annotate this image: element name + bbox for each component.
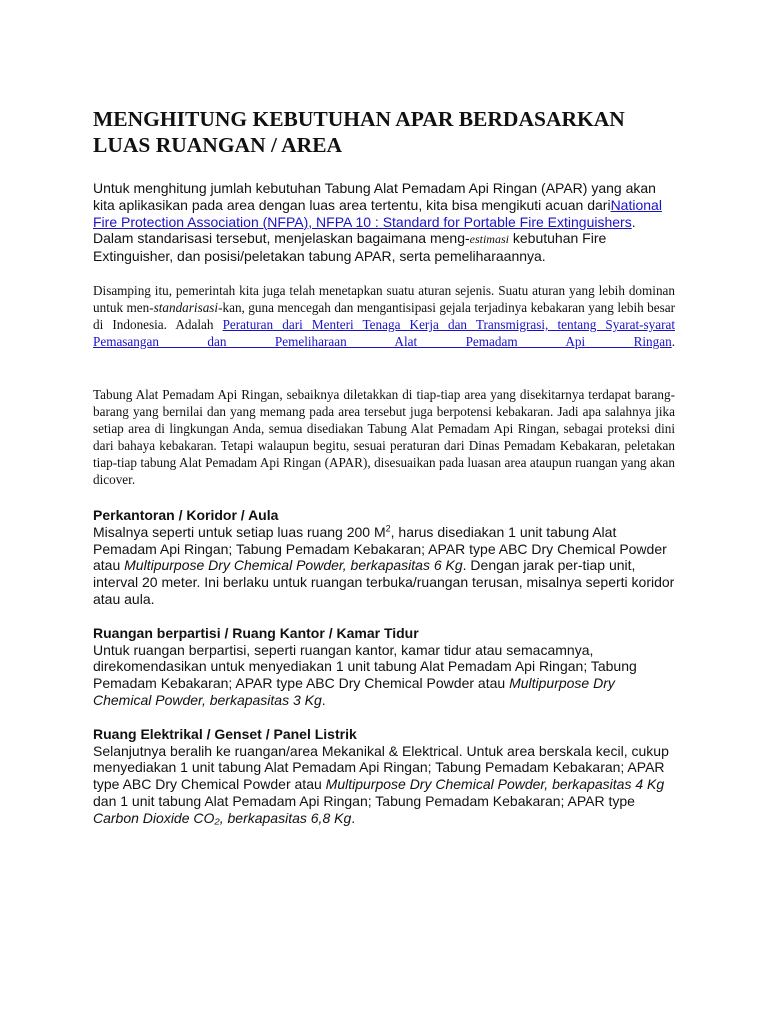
intro-paragraph bbox=[93, 180, 675, 265]
section-office bbox=[93, 507, 675, 608]
section-electrical-emphasis-1: Multipurpose Dry Chemical Powder, berkapasitas 4 Kg bbox=[325, 776, 665, 793]
regulation-paragraph bbox=[93, 282, 675, 350]
regulation-text-3: . bbox=[671, 333, 675, 349]
regulation-text-1: Disamping itu, pemerintah kita juga telah menetapkan suatu aturan sejenis. Suatu aturan yang lebih dominan untuk men- bbox=[93, 282, 675, 315]
document-title: MENGHITUNG KEBUTUHAN APAR BERDASARKAN LUAS RUANGAN / AREA bbox=[93, 107, 625, 157]
section-electrical-text bbox=[93, 743, 675, 827]
section-partition-emphasis: Multipurpose Dry Chemical Powder, berkapasitas 3 Kg bbox=[93, 675, 615, 708]
section-partition-text-1: Untuk ruangan berpartisi, seperti ruangan kantor, kamar tidur atau semacamnya, direkomendasikan untuk menyediakan 1 unit tabung Alat Pemadam Api Ringan; Tabung Pemadam Kebakaran; APAR type ABC Dry Chemical Powder atau bbox=[93, 641, 637, 692]
section-electrical bbox=[93, 726, 675, 827]
intro-text-2: . Dalam standarisasi tersebut, menjelaskan bagaimana meng- bbox=[93, 213, 636, 247]
section-partition-text bbox=[93, 642, 675, 709]
section-office-text-1: Misalnya seperti untuk setiap luas ruang 200 M bbox=[93, 523, 386, 540]
placement-paragraph: Tabung Alat Pemadam Api Ringan, sebaiknya diletakkan di tiap-tiap area yang disekitarnya terdapat barang-barang yang bernilai dan yang memang pada area tersebut juga berpotensi kebakaran. Jadi apa salahnya jika setiap area di lingkungan Anda, semua disediakan Tabung Alat Pemadam Api Ringan, sebagai proteksi dini dari bahaya kebakaran. Tetapi walaupun begitu, sesuai peraturan dari Dinas Pemadam Kebakaran, peletakan tiap-tiap tabung Alat Pemadam Api Ringan (APAR), disesuaikan pada luasan area ataupun ruangan yang akan dicover. bbox=[93, 386, 675, 487]
section-electrical-text-3: . bbox=[351, 809, 356, 826]
regulation-link[interactable]: Peraturan dari Menteri Tenaga Kerja dan Transmigrasi, tentang Syarat-syarat Pemasangan dan Pemeliharaan Alat Pemadam Api Ringan bbox=[93, 316, 675, 349]
document-page bbox=[93, 106, 675, 827]
superscript-2: 2 bbox=[385, 523, 391, 534]
section-office-text bbox=[93, 524, 675, 608]
section-electrical-emphasis-2: Carbon Dioxide CO₂, berkapasitas 6,8 Kg bbox=[93, 809, 352, 826]
section-office-text-3: . Dengan jarak per-tiap unit, interval 20 meter. Ini berlaku untuk ruangan terbuka/ruangan terusan, misalnya seperti koridor atau aula. bbox=[93, 557, 675, 607]
section-electrical-heading: Ruang Elektrikal / Genset / Panel Listrik bbox=[93, 725, 357, 742]
intro-emphasis: estimasi bbox=[469, 232, 509, 247]
section-partition-text-2: . bbox=[321, 691, 326, 708]
regulation-emphasis: standarisasi bbox=[153, 299, 219, 315]
section-electrical-text-1: Selanjutnya beralih ke ruangan/area Mekanikal & Elektrical. Untuk area berskala kecil, cukup menyediakan 1 unit tabung Alat Pemadam Api Ringan; Tabung Pemadam Kebakaran; APAR type ABC Dry Chemical Powder atau bbox=[93, 742, 669, 793]
intro-text-3: kebutuhan Fire Extinguisher, dan posisi/peletakan tabung APAR, serta pemeliharaannya. bbox=[93, 230, 607, 265]
section-office-heading: Perkantoran / Koridor / Aula bbox=[93, 506, 279, 523]
section-electrical-text-2: dan 1 unit tabung Alat Pemadam Api Ringan; Tabung Pemadam Kebakaran; APAR type bbox=[93, 792, 635, 809]
nfpa-link[interactable]: National Fire Protection Association (NFPA), NFPA 10 : Standard for Portable Fire Extinguishers bbox=[93, 196, 662, 230]
section-office-text-2: , harus disediakan 1 unit tabung Alat Pemadam Api Ringan; Tabung Pemadam Kebakaran; APAR type ABC Dry Chemical Powder atau bbox=[93, 523, 667, 574]
regulation-text-2: -kan, guna mencegah dan mengantisipasi gejala terjadinya kebakaran yang lebih besar di Indonesia. Adalah bbox=[93, 299, 675, 332]
section-office-emphasis: Multipurpose Dry Chemical Powder, berkapasitas 6 Kg bbox=[124, 557, 463, 574]
intro-text-1: Untuk menghitung jumlah kebutuhan Tabung Alat Pemadam Api Ringan (APAR) yang akan kita aplikasikan pada area dengan luas area tertentu, kita bisa mengikuti acuan dari bbox=[93, 180, 656, 213]
section-partition-heading: Ruangan berpartisi / Ruang Kantor / Kamar Tidur bbox=[93, 624, 419, 641]
section-partition bbox=[93, 625, 675, 709]
